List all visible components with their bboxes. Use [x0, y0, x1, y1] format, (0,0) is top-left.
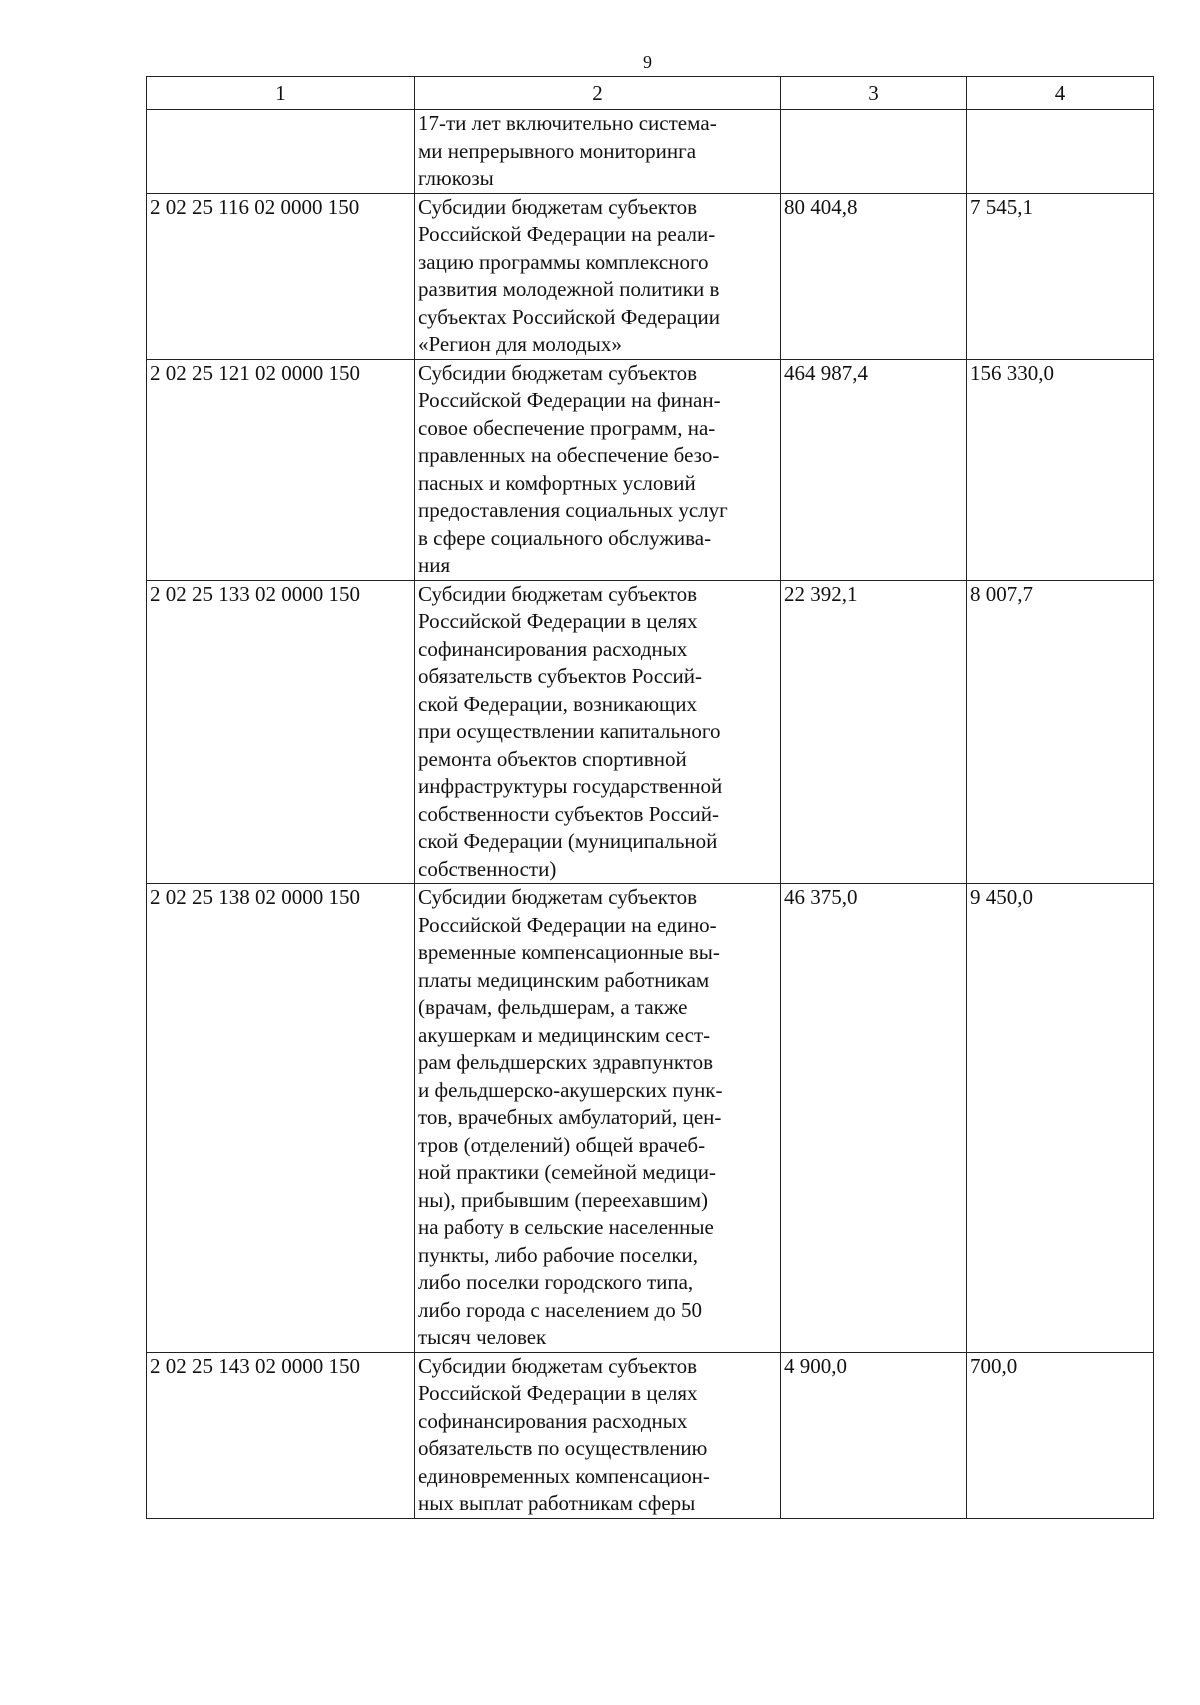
row-code: 2 02 25 116 02 0000 150	[147, 193, 415, 359]
column-header-2: 2	[415, 77, 781, 110]
row-description: Субсидии бюджетам субъектов Российской Федерации на едино- временные компенсационные вы- платы медицинским работникам (врачам, фельдшерам, а также акушеркам и медицинским сест- рам фельдшерских здравпунктов и фельдшерско-акушерских пунк- тов, врачебных амбулаторий, цен- тров (отделений) общей врачеб- ной практики (семейной медици- ны), прибывшим (переехавшим) на работу в сельские населенные пункты, либо рабочие поселки, либо поселки городского типа, либо города с населением до 50 тысяч человек	[415, 884, 781, 1353]
row-code: 2 02 25 133 02 0000 150	[147, 580, 415, 884]
row-value-col3: 46 375,0	[781, 884, 967, 1353]
row-description: Субсидии бюджетам субъектов Российской Федерации на реали- зацию программы комплексного развития молодежной политики в субъектах Российской Федерации «Регион для молодых»	[415, 193, 781, 359]
table-row	[147, 193, 1154, 359]
budget-table	[146, 76, 1154, 1519]
table-row	[147, 884, 1154, 1353]
row-value-col4: 700,0	[967, 1352, 1154, 1518]
page-number: 9	[643, 52, 652, 72]
row-value-col4: 156 330,0	[967, 359, 1154, 580]
column-header-3: 3	[781, 77, 967, 110]
table-header-row	[147, 77, 1154, 110]
row-value-col4: 9 450,0	[967, 884, 1154, 1353]
row-description: Субсидии бюджетам субъектов Российской Федерации в целях софинансирования расходных обязательств субъектов Россий- ской Федерации, возникающих при осуществлении капитального ремонта объектов спортивной инфраструктуры государственной собственности субъектов Россий- ской Федерации (муниципальной собственности)	[415, 580, 781, 884]
row-value-col4: 8 007,7	[967, 580, 1154, 884]
row-code: 2 02 25 138 02 0000 150	[147, 884, 415, 1353]
row-value-col3	[781, 110, 967, 194]
row-code: 2 02 25 143 02 0000 150	[147, 1352, 415, 1518]
column-header-1: 1	[147, 77, 415, 110]
row-code: 2 02 25 121 02 0000 150	[147, 359, 415, 580]
row-value-col4	[967, 110, 1154, 194]
row-description: 17-ти лет включительно системa- ми непрерывного мониторинга глюкозы	[415, 110, 781, 194]
row-value-col3: 464 987,4	[781, 359, 967, 580]
row-description: Субсидии бюджетам субъектов Российской Федерации на финан- совое обеспечение программ, на- правленных на обеспечение безо- пасных и комфортных условий предоставления социальных услуг в сфере социального обслужива- ния	[415, 359, 781, 580]
row-value-col4: 7 545,1	[967, 193, 1154, 359]
table-row	[147, 359, 1154, 580]
column-header-4: 4	[967, 77, 1154, 110]
row-value-col3: 22 392,1	[781, 580, 967, 884]
table-row	[147, 580, 1154, 884]
table-row	[147, 110, 1154, 194]
row-value-col3: 80 404,8	[781, 193, 967, 359]
row-description: Субсидии бюджетам субъектов Российской Федерации в целях софинансирования расходных обязательств по осуществлению единовременных компенсацион- ных выплат работникам сферы	[415, 1352, 781, 1518]
table-row	[147, 1352, 1154, 1518]
table-body	[147, 110, 1154, 1519]
row-code	[147, 110, 415, 194]
row-value-col3: 4 900,0	[781, 1352, 967, 1518]
